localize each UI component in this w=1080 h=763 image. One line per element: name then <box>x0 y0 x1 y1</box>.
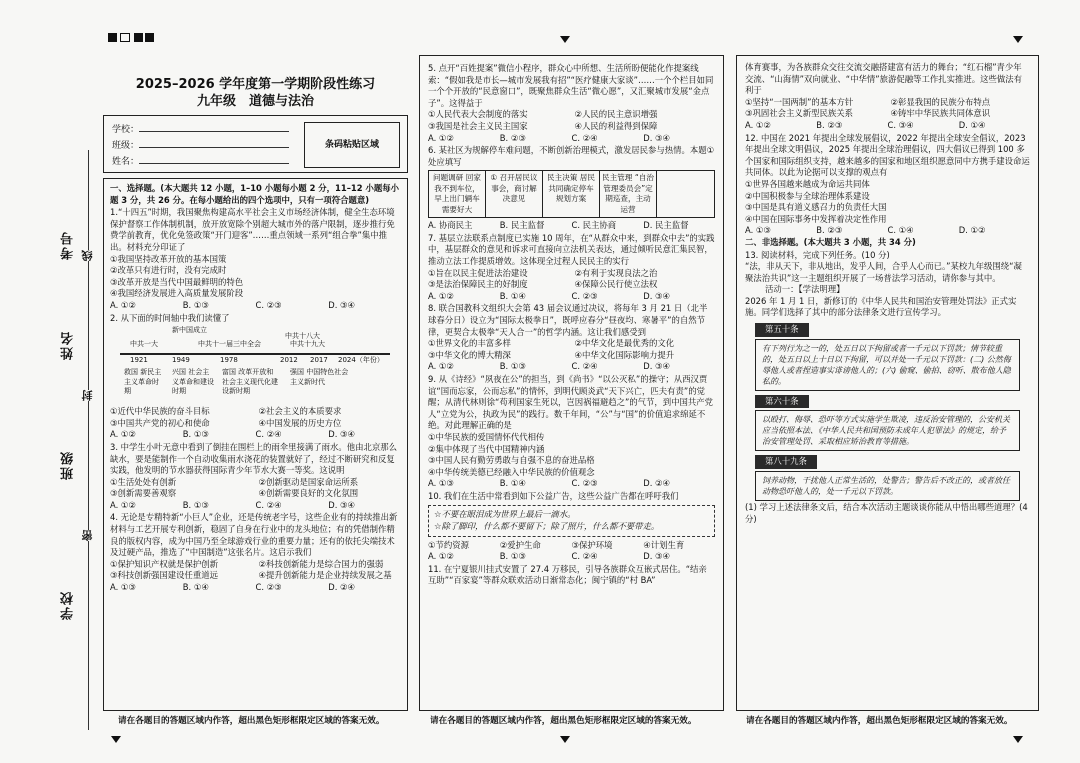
student-info-box <box>103 115 408 173</box>
seal-seal: 封 <box>81 390 94 401</box>
timeline-label: 中共一大 <box>130 340 158 349</box>
question-5-answers <box>428 133 715 145</box>
option: ③创新需要善观察 <box>110 488 177 499</box>
history-timeline <box>110 326 401 404</box>
option: ④我国经济发展进入高质量发展阶段 <box>110 288 244 299</box>
question-1: 1.“十四五”时期，我国聚焦构建高水平社会主义市场经济体制，健全生态环境保护督察工作体制机制，放开放宽除个别超大城市外的落户限制，逐步推行免费学前教育，优化免签政策“开门迎客”……重点领域一系列“组合拳”集中推出。材料充分印证了 <box>110 207 395 252</box>
section-heading: 一、选择题。(本大题共 12 小题，1–10 小题每小题 2 分，11–12 小题每小题 3 分，共 26 分。在每小题给出的四个选项中，只有一项符合题意) <box>110 183 399 205</box>
law-article-text: 饲养动物，干扰他人正常生活的，处警告；警告后不改正的，或者放任动物恐吓他人的，处一千元以下罚款。 <box>755 471 1020 501</box>
option: ③改革开放是当代中国最鲜明的特色 <box>110 276 244 287</box>
answer-choice[interactable]: D. ③④ <box>643 551 671 562</box>
law-article-heading: 第八十九条 <box>755 455 817 469</box>
answer-choice[interactable]: C. ②③ <box>571 478 598 489</box>
corner-triangle <box>1013 736 1023 743</box>
option: ①世界各国越来越成为命运共同体 <box>745 178 870 189</box>
seal-secret: 密 <box>81 530 94 541</box>
flow-cell: 民主决策 居民共同确定停车规划方案 <box>543 171 600 217</box>
option: ③科技创新强国建设任重道远 <box>110 570 219 581</box>
answer-choice[interactable]: D. ①② <box>958 225 986 236</box>
field-name-input[interactable] <box>139 154 289 164</box>
answer-choice[interactable]: D. ①④ <box>958 119 986 130</box>
alignment-mark <box>108 33 117 42</box>
flow-cell: 民主管理 “自治管理委员会”定期巡查，主动运营 <box>600 171 657 217</box>
option: ④中华文化国际影响力提升 <box>574 349 675 360</box>
label-school: 学校 <box>61 590 76 620</box>
question-7-answers <box>428 291 715 303</box>
question-11: 11. 在宁夏银川挂式安置了 27.4 万移民，引导各族群众互嵌式居住。“结亲互助”“百家宴”等群众联欢活动日渐常态化；闽宁镇的“村 BA” <box>428 563 707 586</box>
question-11-answers <box>745 120 1030 132</box>
corner-triangle <box>1013 36 1023 43</box>
answer-choice[interactable]: B. ①③ <box>182 499 209 510</box>
answer-choice[interactable]: B. ①③ <box>182 429 209 440</box>
answer-choice[interactable]: A. ①② <box>428 290 454 301</box>
option: ②改革只有进行时，没有完成时 <box>110 265 227 276</box>
timeline-year: 1949 <box>172 356 190 365</box>
activity-title: 活动一：【学法明理】 <box>765 284 845 295</box>
answer-choice[interactable]: C. ②④ <box>255 429 282 440</box>
flow-cell: ① 召开居民议事会，商讨解决意见 <box>486 171 543 217</box>
timeline-label: 中共十九大 <box>290 340 325 349</box>
answer-choice[interactable]: D. ③④ <box>643 132 671 143</box>
option: ④提升创新能力是企业持续发展之基 <box>258 570 392 581</box>
option: ④中国在国际事务中发挥着决定性作用 <box>745 213 887 224</box>
corner-triangle <box>560 736 570 743</box>
option: ①我国坚持改革开放的基本国策 <box>110 253 227 264</box>
option: ③中国人民有勤劳勇敢与自强不息的奋进品格 <box>428 455 595 466</box>
column-3 <box>736 55 1039 711</box>
question-7-options <box>428 268 715 291</box>
option: ④人民的利益得到保障 <box>574 120 658 131</box>
option: ③我国是社会主义民主国家 <box>428 120 528 131</box>
question-9: 9. 从《诗经》“夙夜在公”的担当，到《尚书》“以公灭私”的操守；从西汉贾谊“国而忘家，公而忘私”的情怀，到明代顾炎武“天下兴亡，匹夫有责”的觉醒；从清代林则徐“苟利国家生死以，岂因祸福避趋之”的气节，到中国共产党人“立党为公，执政为民”的践行。数千年间，“公”与“国”的价值追求绵延不绝。对此理解正确的是 <box>428 373 714 431</box>
answer-choice[interactable]: A. ①② <box>110 429 136 440</box>
option: ②集中体现了当代中国精神内涵 <box>428 443 545 454</box>
option: ②人民的民主意识增强 <box>574 109 658 120</box>
option: ④计划生育 <box>643 539 685 550</box>
timeline-year: 2017 <box>310 356 328 365</box>
answer-choice[interactable]: D. ③④ <box>328 429 356 440</box>
answer-choice[interactable]: A. ①③ <box>110 582 136 593</box>
slogan: ☆不要在眼泪成为世界上最后一滴水。 <box>434 509 576 520</box>
answer-choice[interactable]: D. ②④ <box>328 582 356 593</box>
footer-note-1: 请在各题目的答题区域内作答，超出黑色矩形框限定区域的答案无效。 <box>118 716 385 726</box>
question-13-intro: “法，非从天下，非从地出，发乎人间，合乎人心而已。”某校九年级围绕“凝聚法治共识”这一主题组织开展了一场普法学习活动，请你参与其中。 <box>745 261 1022 283</box>
exam-subtitle: 九年级 道德与法治 <box>196 94 314 110</box>
question-2: 2. 从下面的时间轴中我们读懂了 <box>110 312 230 323</box>
option: ②彰显我国的民族分布特点 <box>890 96 991 107</box>
question-10: 10. 我们在生活中常看到如下公益广告，这些公益广告都在呼吁我们 <box>428 490 679 501</box>
question-5-options <box>428 109 715 132</box>
seal-line: 线 <box>81 250 94 261</box>
question-10-answers <box>428 551 715 563</box>
question-9-answers <box>428 478 715 490</box>
field-class-input[interactable] <box>139 138 289 148</box>
question-5: 5. 点开“百姓提案”微信小程序，群众心中所想、生活所盼便能化作提案线索：“假如我是市长—城市发展我有招”“医疗健康大家谈”……一个个栏目如同一个个开放的“民意窗口”，既聚焦群众生活“微心愿”，又汇聚城市发展“金点子”。这得益于 <box>428 63 714 108</box>
answer-choice[interactable]: B. ①③ <box>499 551 526 562</box>
public-ad-box <box>428 505 715 536</box>
answer-choice[interactable]: C. ②③ <box>255 299 282 310</box>
label-class: 班级 <box>61 450 76 480</box>
field-school-input[interactable] <box>139 122 289 132</box>
option: ①近代中华民族的奋斗目标 <box>110 406 210 417</box>
answer-choice[interactable]: A. ①② <box>110 499 136 510</box>
answer-choice[interactable]: D. ③④ <box>328 499 356 510</box>
option: ①中华民族的爱国情怀代代相传 <box>428 431 545 442</box>
corner-triangle <box>111 736 121 743</box>
law-article-heading: 第六十条 <box>755 395 809 409</box>
option: ④中国发展的历史方位 <box>258 417 342 428</box>
timeline-period: 富国 改革开放和社会主义现代化建设新时期 <box>222 368 278 396</box>
option: ②科技创新能力是综合国力的强弱 <box>258 558 384 569</box>
timeline-period: 救国 新民主主义革命时期 <box>124 368 162 396</box>
timeline-year: 2012 <box>280 356 298 365</box>
question-12: 12. 中国在 2021 年提出全球发展倡议，2022 年提出全球安全倡议，2023 年提出全球文明倡议，2025 年提出全球治理倡议，四大倡议已得到 100 多个国家和国际组织支持，越来越多的国家和地区组织愿意同中方携手建设命运共同体。以此为论据可以支撑的观点有 <box>745 132 1030 178</box>
option: ③中国共产党的初心和使命 <box>110 417 210 428</box>
option: ①世界文化的丰富多样 <box>428 338 511 349</box>
alignment-mark <box>134 33 143 42</box>
activity-text: 2026 年 1 月 1 日，新修订的《中华人民共和国治安管理处罚法》正式实施。同学们选择了其中的部分法律条文进行宣传学习。 <box>745 295 1017 318</box>
answer-choice[interactable]: B. ②③ <box>816 119 843 130</box>
question-4: 4. 无论是专精特新“小巨人”企业，还是传统老字号，这些企业有的持续推出新材料与工艺开展专利创新，稳固了自身在行业中的龙头地位；有的凭借制作精良的版权内容，成为中国乃至全球游戏行业的重要力量；还有的依托尖端技术及过硬产品，推选了“中国制造”这张名片。这启示我们 <box>110 512 398 558</box>
option: ①人民代表大会制度的落实 <box>428 109 528 120</box>
question-12-answers <box>745 225 1030 237</box>
question-1-answers <box>110 300 401 312</box>
field-name-label: 姓名： <box>112 157 140 167</box>
question-2-options <box>110 406 401 429</box>
option: ②中国积极参与全球治理体系建设 <box>745 190 870 201</box>
option: ②社会主义的本质要求 <box>258 406 342 417</box>
answer-choice[interactable]: C. 民主协商 <box>571 220 617 231</box>
answer-choice[interactable]: B. ①③ <box>499 361 526 372</box>
column-2 <box>419 55 724 711</box>
option: ③中华文化的博大精深 <box>428 349 511 360</box>
question-3: 3. 中学生小叶无意中看到了倒挂在围栏上的雨伞里接满了雨水。他由北京那么缺水，要是能制作一个自动收集雨水浇花的装置就好了，经过不断研究和反复实践，他发明的节水器获得国际青少年节水大赛一等奖。这说明 <box>110 441 398 476</box>
alignment-mark <box>120 33 130 42</box>
option: ①节约资源 <box>428 539 470 550</box>
question-8: 8. 联合国教科文组织大会第 43 届会议通过决议，将每年 3 月 21 日（北半球春分日）设立为“国际太极拳日”，既呼应春分“昼夜均、寒暑平”的自然节律，更契合太极拳“天人合一”的哲学内涵。这让我们感受到 <box>428 303 708 337</box>
option: ②创新驱动是国家命运所系 <box>258 476 359 487</box>
answer-choice[interactable]: A. ①② <box>428 551 454 562</box>
option: ②中华文化是最优秀的文化 <box>574 338 675 349</box>
binding-strip <box>20 150 100 730</box>
answer-choice[interactable]: A. ①② <box>110 299 136 310</box>
option: ②爱护生命 <box>499 539 541 550</box>
binding-line <box>88 150 89 730</box>
timeline-year: 1978 <box>220 356 238 365</box>
option: ④铸牢中华民族共同体意识 <box>890 108 991 119</box>
barcode-area: 条码粘贴区域 <box>304 122 400 168</box>
field-school-label: 学校： <box>112 125 140 135</box>
question-4-answers <box>110 582 401 594</box>
field-class-label: 班级： <box>112 141 140 151</box>
question-11-continued: 体育赛事，为各族群众交往交流交融搭建富有活力的舞台；“红石榴”青少年交流、“山海情”双向就业、“中华情”旅游促融等工作扎实推进。这些做法有利于 <box>745 62 1022 96</box>
question-10-options <box>428 540 715 552</box>
option: ④保障公民行使立法权 <box>574 279 658 290</box>
law-article-heading: 第五十条 <box>755 323 809 337</box>
option: ③是法治保障民主的好制度 <box>428 279 528 290</box>
option: ①保护知识产权就是保护创新 <box>110 558 219 569</box>
question-7: 7. 基层立法联系点制度已实施 10 周年，在“从群众中来，到群众中去”的实践中，基层群众的意见和诉求可直接向立法机关表达，通过倾听民意汇集民智，推动立法工作提质增效。这体现全过程人民民主的实行 <box>428 232 715 266</box>
answer-choice[interactable]: C. ②④ <box>571 361 598 372</box>
answer-choice[interactable]: C. ②④ <box>571 551 598 562</box>
answer-choice[interactable]: D. ③④ <box>328 299 356 310</box>
answer-choice[interactable]: B. ①④ <box>182 582 209 593</box>
section-2-heading: 二、非选择题。(本大题共 3 小题，共 34 分) <box>745 236 916 247</box>
option: ①坚持“一国两制”的基本方针 <box>745 96 854 107</box>
answer-choice[interactable]: D. 民主监督 <box>643 220 689 231</box>
answer-choice[interactable]: A. ①② <box>428 361 454 372</box>
answer-choice[interactable]: D. ②④ <box>643 478 671 489</box>
answer-choice[interactable]: B. 民主监督 <box>499 220 545 231</box>
alignment-mark <box>145 33 154 42</box>
answer-choice[interactable]: A. ①③ <box>745 225 771 236</box>
task-1: (1) 学习上述法律条文后，结合本次活动主题谈谈你能从中悟出哪些道理？(4 分) <box>745 502 1028 524</box>
question-3-options <box>110 477 401 500</box>
question-11-options <box>745 97 1030 120</box>
answer-choice[interactable]: C. ②④ <box>255 499 282 510</box>
flow-cell <box>657 171 714 217</box>
answer-choice[interactable]: B. ②③ <box>816 225 843 236</box>
question-6: 6. 某社区为规解停车难问题，不断创新治理模式，激发居民参与热情。本题①处应填写 <box>428 145 715 167</box>
answer-choice[interactable]: D. ③④ <box>643 361 671 372</box>
option: ②有利于实现良法之治 <box>574 267 658 278</box>
answer-choice[interactable]: C. ②③ <box>255 582 282 593</box>
answer-choice[interactable]: D. ③④ <box>643 290 671 301</box>
option: ④中华传统美德已经融入中华民族的价值观念 <box>428 466 595 477</box>
answer-choice[interactable]: C. ②④ <box>571 132 598 143</box>
law-article-text: 有下列行为之一的，处五日以下拘留或者一千元以下罚款；情节较重的，处五日以上十日以下拘留，可以并处一千元以下罚款：(二) 公然侮辱他人或者捏造事实诽谤他人的；(六) 偷窥、偷拍、窃听、散布他人隐私的。 <box>755 339 1020 391</box>
option: ③保护环境 <box>571 539 613 550</box>
label-name: 姓名 <box>61 330 76 360</box>
answer-choice[interactable]: A. ①② <box>428 132 454 143</box>
question-9-options <box>428 432 715 478</box>
question-3-answers <box>110 500 401 512</box>
question-6-answers <box>428 220 715 232</box>
column-1 <box>103 55 408 711</box>
timeline-label: 中共十八大 <box>285 332 320 341</box>
timeline-axis <box>120 353 390 355</box>
footer-note-2: 请在各题目的答题区域内作答，超出黑色矩形框限定区域的答案无效。 <box>430 716 697 726</box>
question-2-answers <box>110 429 401 441</box>
option: ③巩固社会主义新型民族关系 <box>745 108 854 119</box>
slogan: ☆除了脚印，什么都不要留下；除了照片，什么都不要带走。 <box>434 521 660 532</box>
timeline-period: 强国 中国特色社会主义新时代 <box>290 368 349 386</box>
question-12-options <box>745 179 1030 225</box>
law-article-text: 以殴打、侮辱、恐吓等方式实施学生欺凌，违反治安管理的，公安机关应当依照本法、《中华人民共和国预防未成年人犯罪法》的规定，给予治安管理处罚、采取相应矫治教育等措施。 <box>755 410 1020 451</box>
answer-choice[interactable]: A. 协商民主 <box>428 220 473 231</box>
option: ③中国是具有道义感召力的负责任大国 <box>745 202 887 213</box>
answer-choice[interactable]: B. ②③ <box>499 132 526 143</box>
answer-choice[interactable]: C. ③④ <box>887 119 914 130</box>
answer-choice[interactable]: B. ①③ <box>182 299 209 310</box>
timeline-period: 兴国 社会主义革命和建设时期 <box>172 368 214 396</box>
option: ④创新需要良好的文化氛围 <box>258 488 359 499</box>
option: ①生活处处有创新 <box>110 476 177 487</box>
answer-choice[interactable]: A. ①③ <box>428 478 454 489</box>
answer-choice[interactable]: A. ①② <box>745 119 771 130</box>
option: ①旨在以民主促进法治建设 <box>428 267 528 278</box>
question-8-options <box>428 338 715 361</box>
answer-choice[interactable]: C. ②③ <box>571 290 598 301</box>
answer-area[interactable] <box>745 525 1030 565</box>
answer-choice[interactable]: C. ①④ <box>887 225 914 236</box>
answer-choice[interactable]: B. ①④ <box>499 478 526 489</box>
question-8-answers <box>428 361 715 373</box>
timeline-label: 新中国成立 <box>172 326 207 335</box>
question-4-options <box>110 559 401 582</box>
footer-note-3: 请在各题目的答题区域内作答，超出黑色矩形框限定区域的答案无效。 <box>746 716 1013 726</box>
question-1-options <box>110 254 401 300</box>
answer-choice[interactable]: B. ①④ <box>499 290 526 301</box>
question-13: 13. 阅读材料，完成下列任务。(10 分) <box>745 249 890 260</box>
corner-triangle <box>560 36 570 43</box>
label-exam-number: 考号 <box>61 230 76 260</box>
flow-cell: 问题调研 回家我不到车位，早上出门辆车需要好大 <box>429 171 486 217</box>
exam-title: 2025–2026 学年度第一学期阶段性练习 <box>135 77 376 92</box>
choice-section-box <box>103 178 408 711</box>
timeline-year: 2024（年份） <box>338 356 384 365</box>
flow-table <box>428 170 715 218</box>
timeline-label: 中共十一届三中全会 <box>198 340 261 349</box>
timeline-year: 1921 <box>130 356 148 365</box>
